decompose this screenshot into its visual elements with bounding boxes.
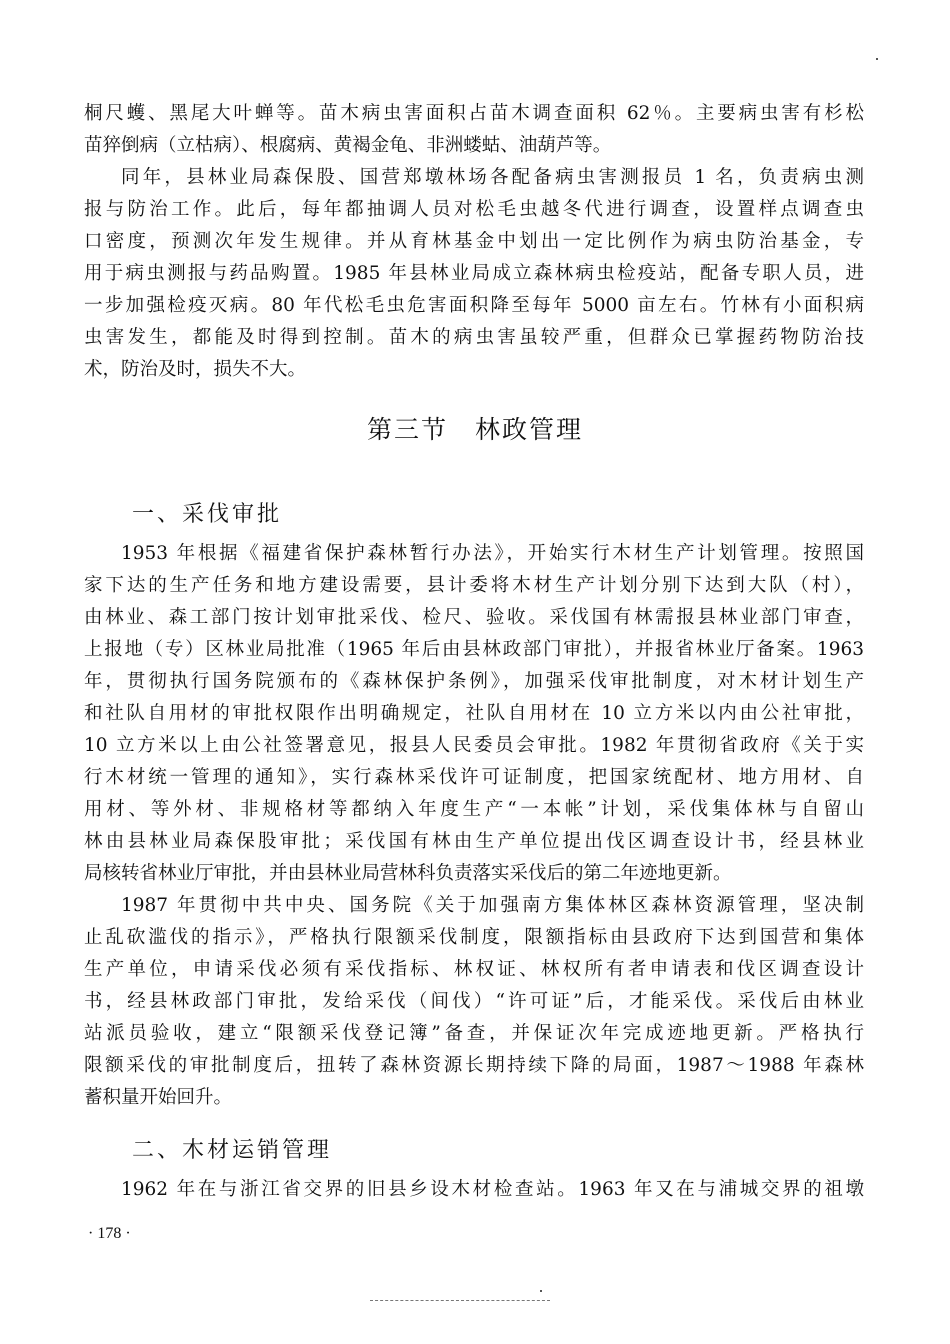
text-line: 站派员验收，建立“限额采伐登记簿”备查，并保证次年完成迹地更新。严格执行 [84, 1023, 864, 1044]
scan-artifact-line [370, 1300, 550, 1303]
text-line: 桐尺蠖、黑尾大叶蝉等。苗木病虫害面积占苗木调查面积 62％。主要病虫害有杉松 [84, 103, 864, 124]
text-line: 1987 年贯彻中共中央、国务院《关于加强南方集体林区森林资源管理，坚决制 [121, 895, 864, 916]
section-title: 第三节 林政管理 [366, 415, 583, 444]
text-line: 用材、等外材、非规格材等都纳入年度生产“一本帐”计划，采伐集体林与自留山 [84, 799, 864, 820]
text-line: 局核转省林业厅审批，并由县林业局营林科负责落实采伐后的第二年迹地更新。 [84, 863, 732, 884]
text-line: 虫害发生，都能及时得到控制。苗木的病虫害虽较严重，但群众已掌握药物防治技 [84, 327, 864, 348]
text-line: 报与防治工作。此后，每年都抽调人员对松毛虫越冬代进行调查，设置样点调查虫 [84, 199, 864, 220]
text-line: 口密度，预测次年发生规律。并从育林基金中划出一定比例作为病虫防治基金，专 [84, 231, 864, 252]
text-line: 行木材统一管理的通知》，实行森林采伐许可证制度，把国家统配材、地方用材、自 [84, 767, 864, 788]
scan-speck [540, 1290, 542, 1292]
text-line: 由林业、森工部门按计划审批采伐、检尺、验收。采伐国有林需报县林业部门审查， [84, 607, 864, 628]
subsection-title: 一、采伐审批 [132, 502, 283, 527]
text-line: 1953 年根据《福建省保护森林暂行办法》，开始实行木材生产计划管理。按照国 [121, 543, 864, 564]
text-line: 书，经县林政部门审批，发给采伐（间伐）“许可证”后，才能采伐。采伐后由林业 [84, 991, 864, 1012]
text-line: 林由县林业局森保股审批；采伐国有林由生产单位提出伐区调查设计书，经县林业 [84, 831, 864, 852]
text-line: 年，贯彻执行国务院颁布的《森林保护条例》，加强采伐审批制度，对木材计划生产 [84, 671, 864, 692]
text-line: 蓄积量开始回升。 [84, 1087, 233, 1108]
text-line: 同年，县林业局森保股、国营郑墩林场各配备病虫害测报员 1 名，负责病虫测 [121, 167, 864, 188]
scan-speck [876, 58, 878, 60]
text-line: 术，防治及时，损失不大。 [84, 359, 307, 380]
text-line: 止乱砍滥伐的指示》，严格执行限额采伐制度，限额指标由县政府下达到国营和集体 [84, 927, 864, 948]
page-number: · 178 · [88, 1225, 131, 1242]
text-line: 一步加强检疫灭病。80 年代松毛虫危害面积降至每年 5000 亩左右。竹林有小面积病 [84, 295, 864, 316]
text-line: 限额采伐的审批制度后，扭转了森林资源长期持续下降的局面，1987～1988 年森林 [84, 1055, 864, 1076]
text-line: 上报地（专）区林业局批准（1965 年后由县林政部门审批），并报省林业厅备案。1963 [84, 639, 864, 660]
text-line: 生产单位，申请采伐必须有采伐指标、林权证、林权所有者申请表和伐区调查设计 [84, 959, 864, 980]
text-line: 家下达的生产任务和地方建设需要，县计委将木材生产计划分别下达到大队（村）， [84, 575, 864, 596]
text-line: 苗猝倒病（立枯病）、根腐病、黄褐金龟、非洲蝼蛄、油葫芦等。 [84, 135, 612, 156]
text-line: 1962 年在与浙江省交界的旧县乡设木材检查站。1963 年又在与浦城交界的祖墩 [121, 1179, 864, 1200]
text-line: 和社队自用材的审批权限作出明确规定，社队自用材在 10 立方米以内由公社审批， [84, 703, 864, 724]
text-line: 10 立方米以上由公社签署意见，报县人民委员会审批。1982 年贯彻省政府《关于实 [84, 735, 864, 756]
subsection-title: 二、木材运销管理 [132, 1138, 333, 1163]
text-line: 用于病虫测报与药品购置。1985 年县林业局成立森林病虫检疫站，配备专职人员，进 [84, 263, 864, 284]
